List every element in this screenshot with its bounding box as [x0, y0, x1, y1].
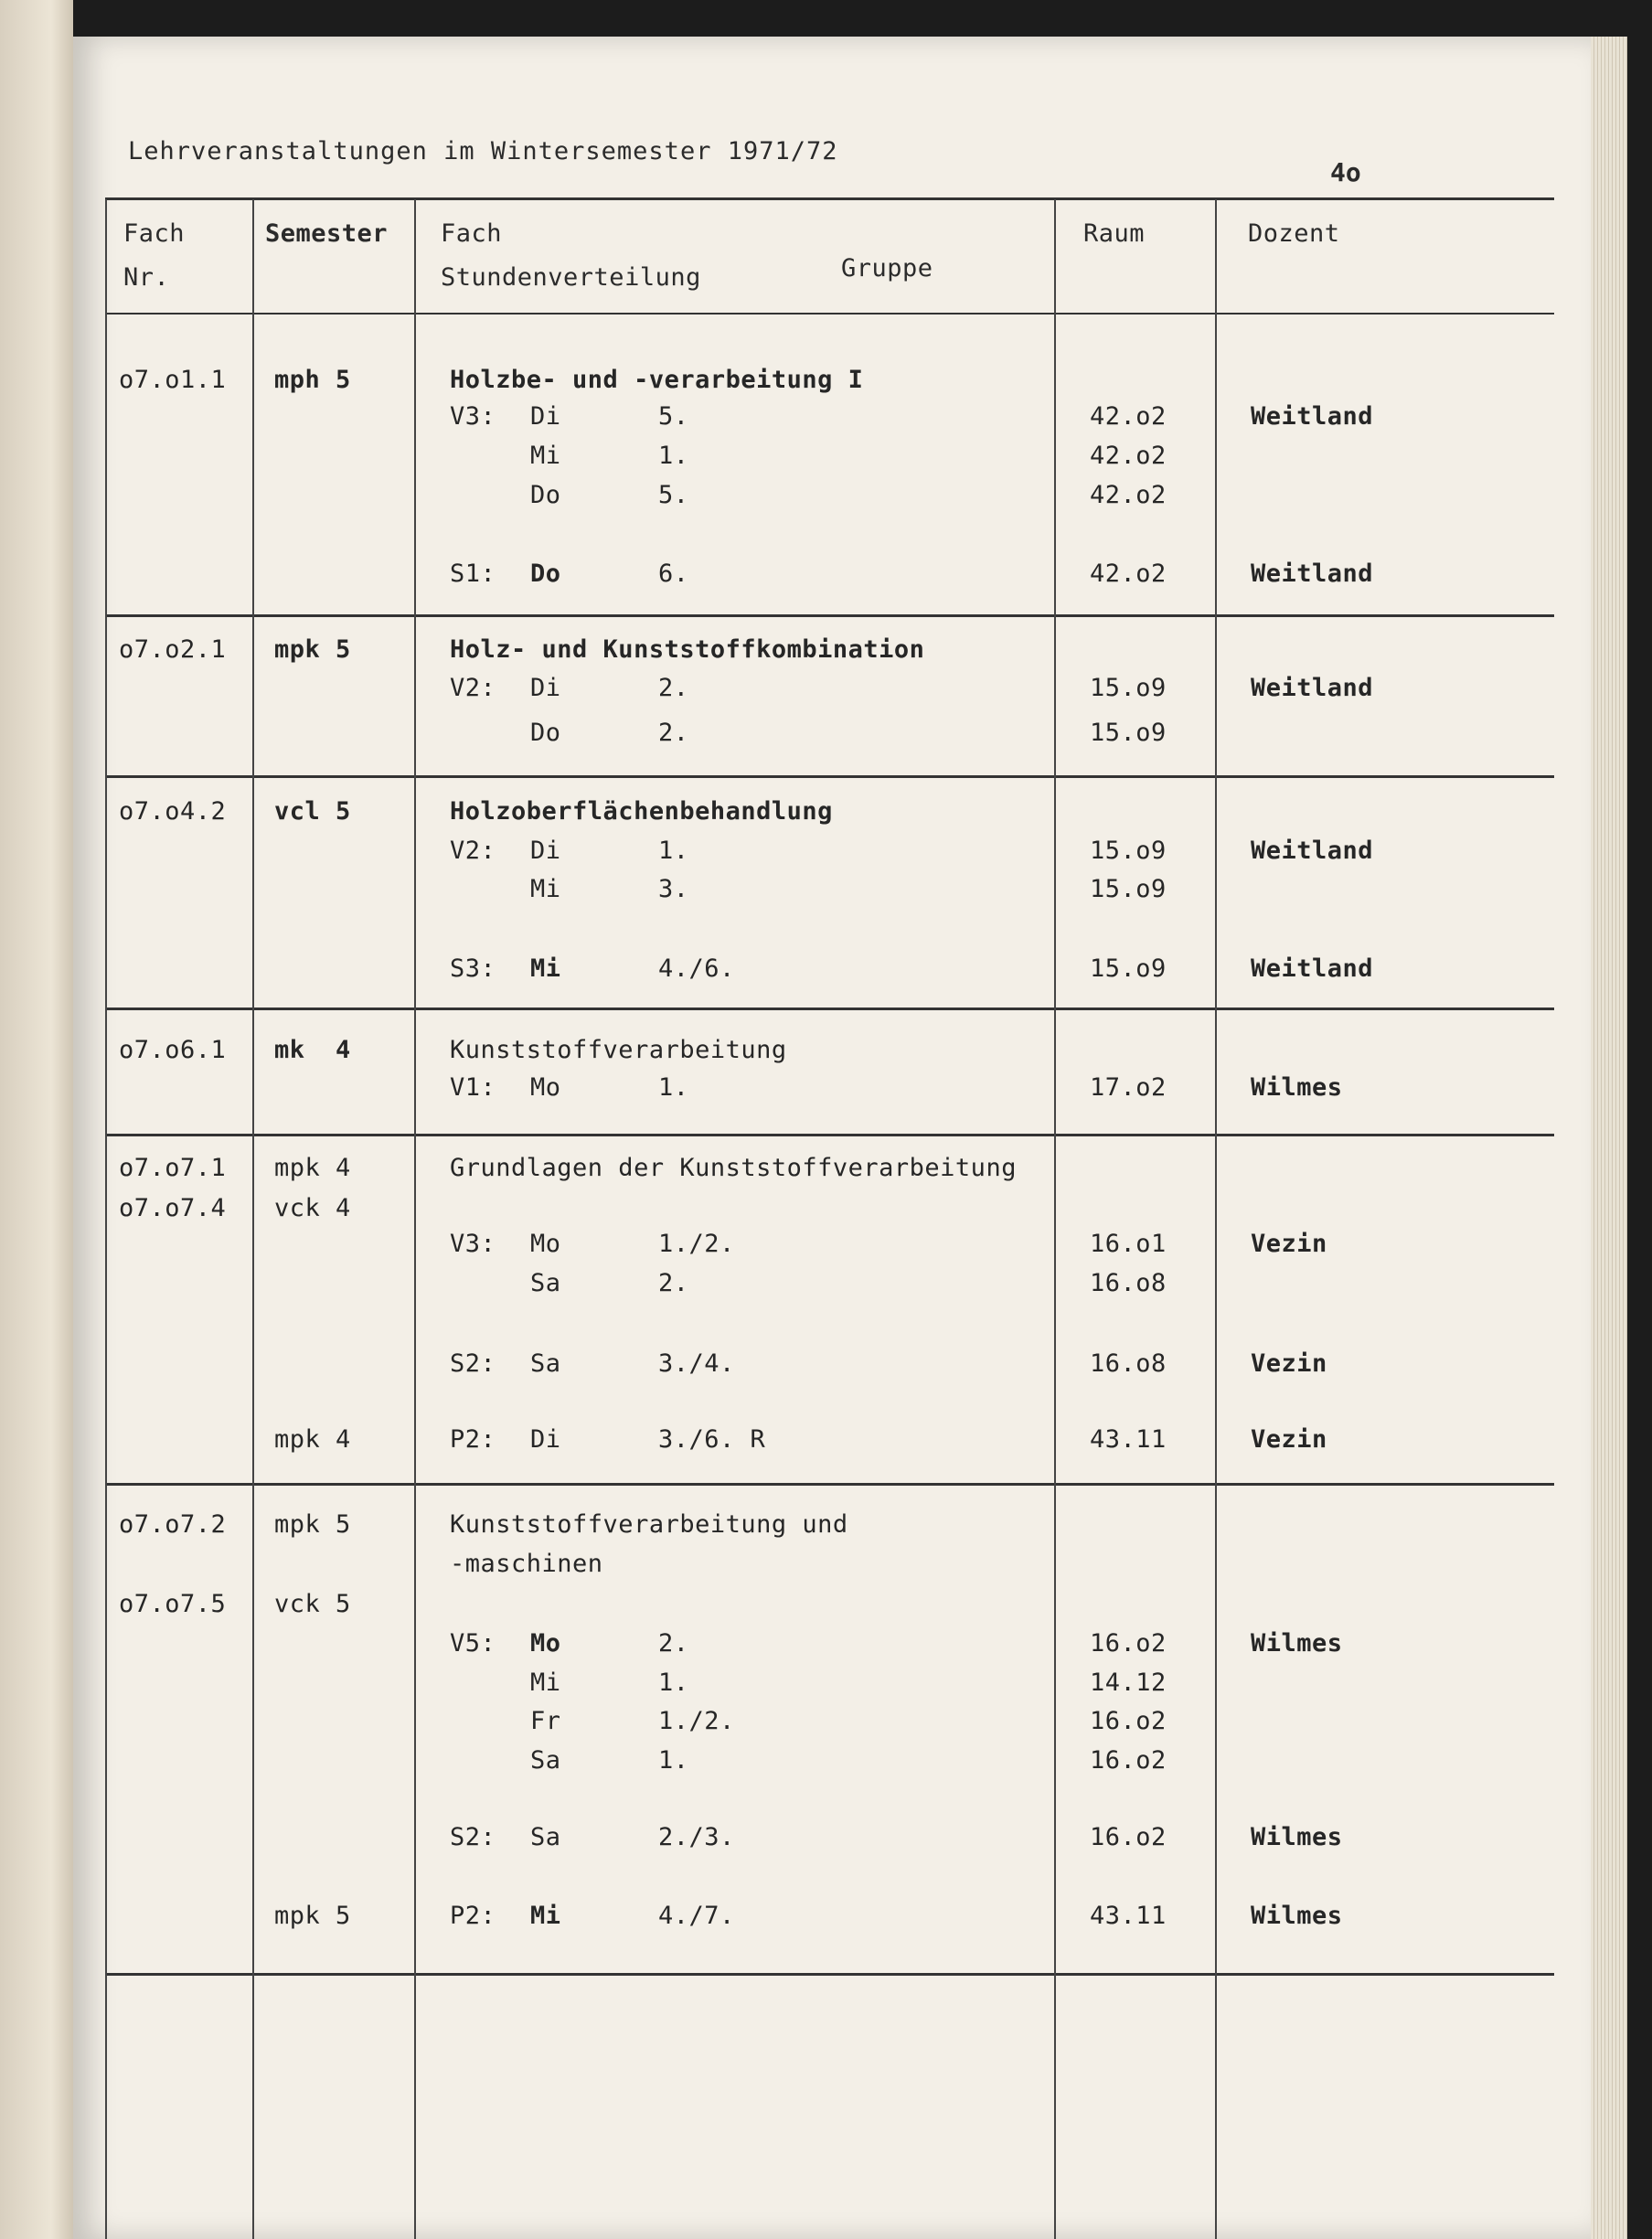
session-hour: 4./7.	[658, 1902, 735, 1930]
course-title: Holzbe- und -verarbeitung I	[450, 366, 864, 394]
session-room: 42.o2	[1090, 442, 1167, 470]
session-day: Sa	[530, 1349, 561, 1378]
course-nr: o7.o7.5	[119, 1590, 227, 1618]
session-room: 15.o9	[1090, 674, 1167, 702]
session-dozent: Wilmes	[1251, 1823, 1343, 1851]
course-semester: vcl 5	[274, 797, 351, 826]
session-room: 16.o2	[1090, 1629, 1167, 1658]
session-room: 15.o9	[1090, 875, 1167, 903]
session-hour: 5.	[658, 481, 689, 509]
session-type: V3:	[450, 1230, 496, 1258]
session-day: Fr	[530, 1707, 561, 1735]
session-hour: 1./2.	[658, 1230, 735, 1258]
session-room: 15.o9	[1090, 719, 1167, 747]
session-hour: 4./6.	[658, 954, 735, 983]
session-room: 42.o2	[1090, 560, 1167, 588]
row-rule	[105, 1973, 1554, 1976]
session-day: Sa	[530, 1823, 561, 1851]
row-rule	[105, 1008, 1554, 1010]
session-day: Mi	[530, 442, 561, 470]
header-stundenverteilung: Stundenverteilung	[441, 263, 701, 292]
session-day: Sa	[530, 1746, 561, 1775]
session-day: Mi	[530, 875, 561, 903]
row-rule	[105, 1483, 1554, 1486]
session-dozent: Weitland	[1251, 954, 1374, 983]
session-hour: 2.	[658, 1269, 689, 1297]
column-rule	[105, 199, 107, 2239]
session-dozent: Weitland	[1251, 674, 1374, 702]
session-type: P2:	[450, 1425, 496, 1454]
session-hour: 2./3.	[658, 1823, 735, 1851]
session-dozent: Wilmes	[1251, 1073, 1343, 1102]
session-room: 16.o2	[1090, 1823, 1167, 1851]
session-hour: 2.	[658, 1629, 689, 1658]
session-day: Di	[530, 674, 561, 702]
session-type: P2:	[450, 1902, 496, 1930]
course-semester: vck 5	[274, 1590, 351, 1618]
session-hour: 1.	[658, 1073, 689, 1102]
session-dozent: Vezin	[1251, 1230, 1327, 1258]
session-day: Mi	[530, 954, 561, 983]
table-top-rule	[105, 197, 1554, 200]
session-room: 16.o2	[1090, 1707, 1167, 1735]
course-title: Kunststoffverarbeitung	[450, 1036, 787, 1064]
column-rule	[252, 199, 254, 2239]
session-type: S2:	[450, 1349, 496, 1378]
row-rule	[105, 775, 1554, 778]
course-semester: mpk 5	[274, 635, 351, 664]
course-nr: o7.o7.1	[119, 1154, 227, 1182]
header-fach: Fach	[441, 219, 503, 248]
session-dozent: Vezin	[1251, 1425, 1327, 1454]
session-day: Do	[530, 560, 561, 588]
session-type: S3:	[450, 954, 496, 983]
book-spine	[0, 0, 73, 2239]
header-gruppe: Gruppe	[841, 254, 933, 283]
course-semester: mpk 5	[274, 1902, 351, 1930]
session-dozent: Weitland	[1251, 837, 1374, 865]
session-room: 16.o8	[1090, 1269, 1167, 1297]
page-title: Lehrveranstaltungen im Wintersemester 1971/72	[128, 137, 838, 165]
column-rule	[414, 199, 416, 2239]
page-edges	[1591, 37, 1627, 2239]
session-day: Mi	[530, 1902, 561, 1930]
header-fach-nr: Fach	[123, 219, 186, 248]
course-nr: o7.o7.2	[119, 1510, 227, 1539]
session-room: 16.o2	[1090, 1746, 1167, 1775]
course-nr: o7.o4.2	[119, 797, 227, 826]
course-nr: o7.o1.1	[119, 366, 227, 394]
session-dozent: Wilmes	[1251, 1902, 1343, 1930]
course-semester: mk 4	[274, 1036, 351, 1064]
session-room: 15.o9	[1090, 954, 1167, 983]
session-dozent: Wilmes	[1251, 1629, 1343, 1658]
header-raum: Raum	[1083, 219, 1146, 248]
session-room: 42.o2	[1090, 481, 1167, 509]
session-hour: 6.	[658, 560, 689, 588]
session-day: Do	[530, 481, 561, 509]
session-room: 14.12	[1090, 1669, 1167, 1697]
session-room: 43.11	[1090, 1902, 1167, 1930]
course-title: Grundlagen der Kunststoffverarbeitung	[450, 1154, 1017, 1182]
session-room: 16.o8	[1090, 1349, 1167, 1378]
session-hour: 5.	[658, 402, 689, 431]
session-day: Di	[530, 402, 561, 431]
session-day: Mo	[530, 1230, 561, 1258]
column-rule	[1215, 199, 1217, 2239]
course-semester: vck 4	[274, 1194, 351, 1222]
session-hour: 2.	[658, 719, 689, 747]
course-title: -maschinen	[450, 1550, 603, 1578]
session-type: V2:	[450, 674, 496, 702]
row-rule	[105, 614, 1554, 617]
session-dozent: Weitland	[1251, 402, 1374, 431]
session-hour: 1.	[658, 442, 689, 470]
session-type: V3:	[450, 402, 496, 431]
session-hour: 2.	[658, 674, 689, 702]
column-rule	[1054, 199, 1056, 2239]
session-day: Do	[530, 719, 561, 747]
course-semester: mpk 5	[274, 1510, 351, 1539]
header-nr: Nr.	[123, 263, 170, 292]
session-hour: 3.	[658, 875, 689, 903]
session-day: Mo	[530, 1629, 561, 1658]
course-title: Holzoberflächenbehandlung	[450, 797, 833, 826]
header-semester: Semester	[265, 219, 389, 248]
page-number: 4o	[1330, 157, 1361, 187]
session-hour: 3./6. R	[658, 1425, 766, 1454]
session-hour: 1.	[658, 837, 689, 865]
session-room: 16.o1	[1090, 1230, 1167, 1258]
course-title: Holz- und Kunststoffkombination	[450, 635, 925, 664]
row-rule	[105, 1134, 1554, 1136]
session-dozent: Vezin	[1251, 1349, 1327, 1378]
session-type: V2:	[450, 837, 496, 865]
session-room: 15.o9	[1090, 837, 1167, 865]
session-hour: 3./4.	[658, 1349, 735, 1378]
session-day: Mi	[530, 1669, 561, 1697]
header-dozent: Dozent	[1248, 219, 1340, 248]
session-day: Mo	[530, 1073, 561, 1102]
session-room: 42.o2	[1090, 402, 1167, 431]
session-hour: 1.	[658, 1746, 689, 1775]
session-type: S1:	[450, 560, 496, 588]
session-day: Sa	[530, 1269, 561, 1297]
course-semester: mpk 4	[274, 1425, 351, 1454]
course-title: Kunststoffverarbeitung und	[450, 1510, 848, 1539]
course-nr: o7.o6.1	[119, 1036, 227, 1064]
course-nr: o7.o7.4	[119, 1194, 227, 1222]
course-semester: mph 5	[274, 366, 351, 394]
session-day: Di	[530, 1425, 561, 1454]
session-dozent: Weitland	[1251, 560, 1374, 588]
course-semester: mpk 4	[274, 1154, 351, 1182]
session-type: S2:	[450, 1823, 496, 1851]
course-nr: o7.o2.1	[119, 635, 227, 664]
session-type: V1:	[450, 1073, 496, 1102]
session-hour: 1./2.	[658, 1707, 735, 1735]
header-rule	[105, 313, 1554, 315]
session-hour: 1.	[658, 1669, 689, 1697]
session-room: 43.11	[1090, 1425, 1167, 1454]
session-type: V5:	[450, 1629, 496, 1658]
session-room: 17.o2	[1090, 1073, 1167, 1102]
session-day: Di	[530, 837, 561, 865]
